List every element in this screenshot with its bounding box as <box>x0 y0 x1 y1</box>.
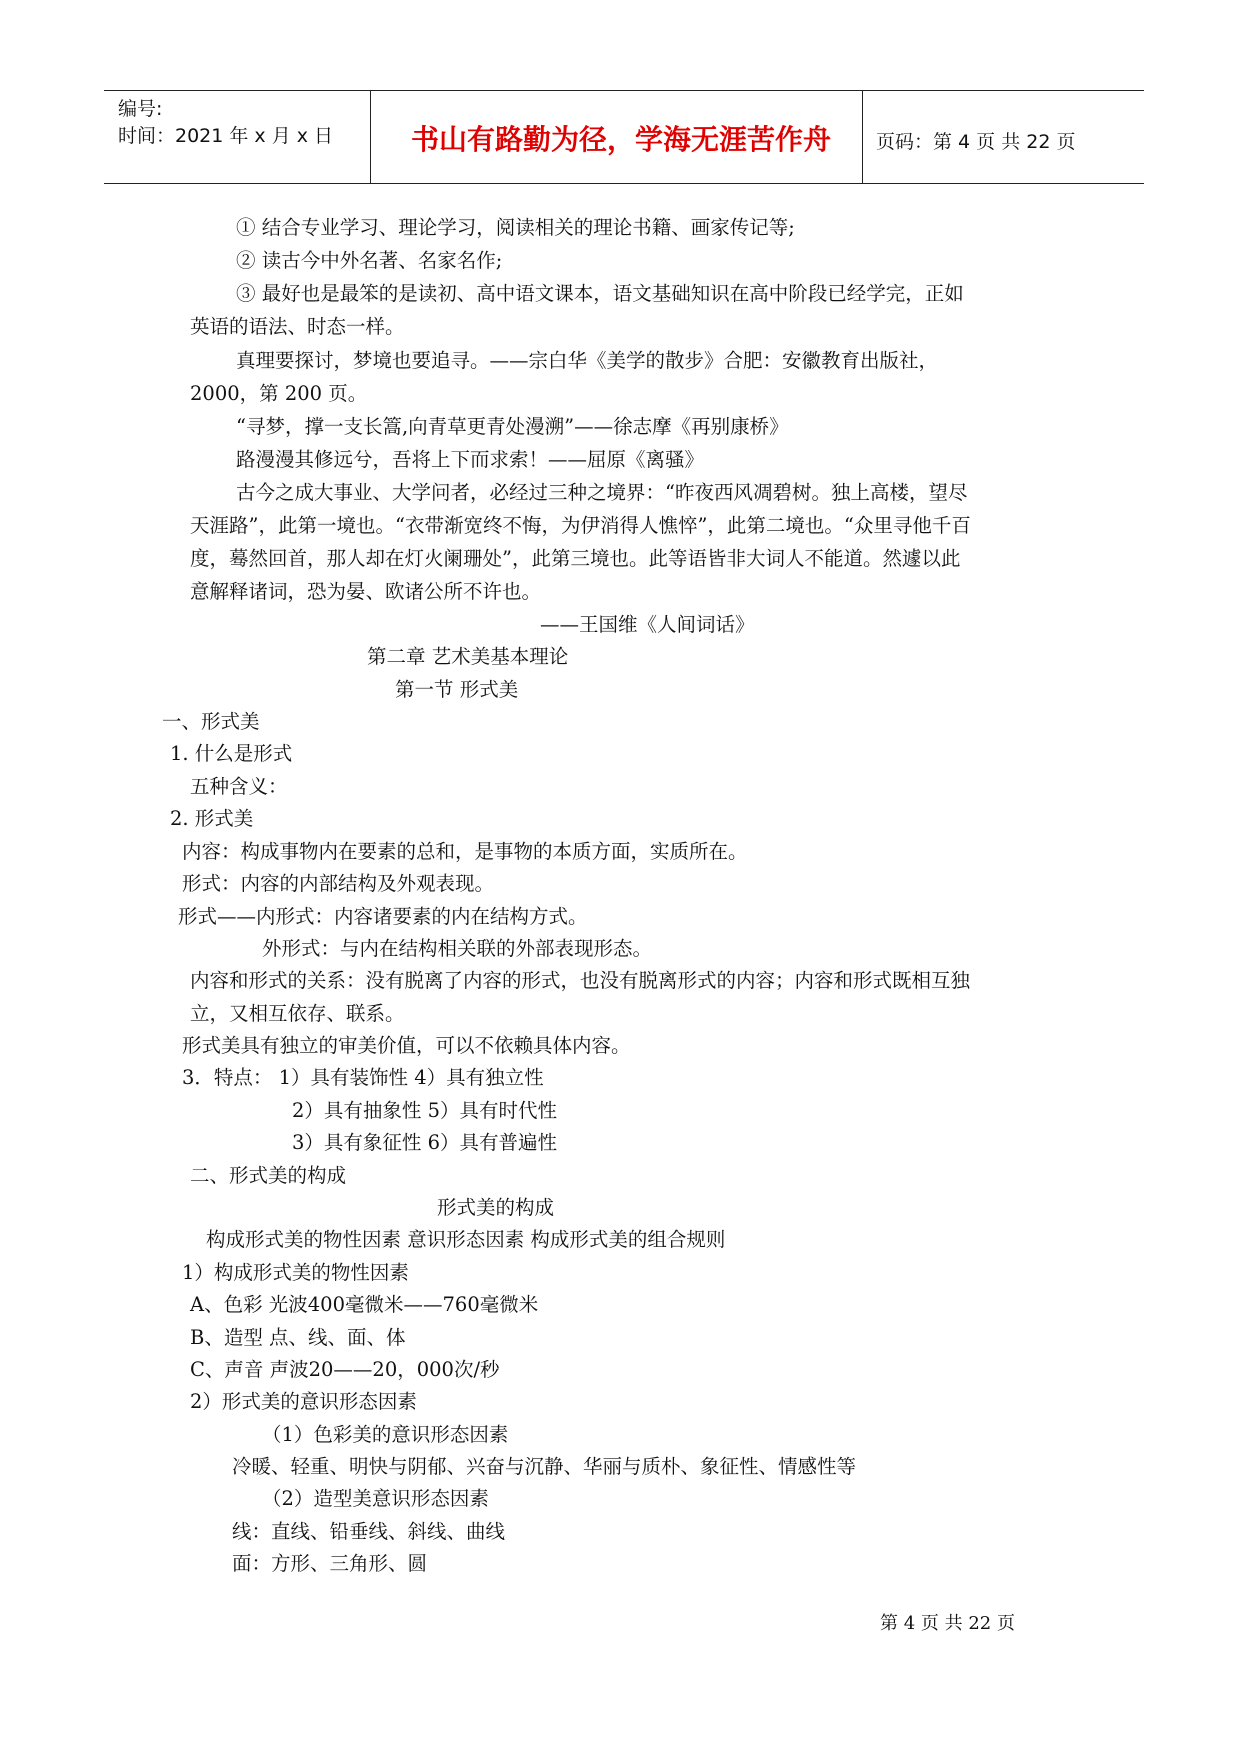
inner-form: 形式——内形式：内容诸要素的内在结构方式。 <box>178 905 588 928</box>
document-time-label: 时间：2021 年 x 月 x 日 <box>118 125 334 147</box>
five-meanings: 五种含义： <box>190 775 288 798</box>
header-divider-left <box>370 90 371 183</box>
document-number-label: 编号: <box>118 98 163 120</box>
quote-attribution: ——王国维《人间词话》 <box>540 613 755 636</box>
heading-form-beauty: 一、形式美 <box>162 710 260 733</box>
header-motto: 书山有路勤为径，学海无涯苦作舟 <box>410 123 831 156</box>
quote-wang-guowei-4: 意解释诸词，恐为晏、欧诸公所不许也。 <box>190 580 542 603</box>
features-row-2: 2）具有抽象性 5）具有时代性 <box>292 1099 558 1122</box>
quote-wang-guowei-3: 度，蓦然回首，那人却在灯火阑珊处”，此第三境也。此等语皆非大词人不能道。然遽以此 <box>190 547 961 570</box>
heading-form-beauty-2: 2. 形式美 <box>170 807 254 830</box>
quote-zong-baihua-cont: 2000，第 200 页。 <box>190 382 368 405</box>
content-form-relation-cont: 立，又相互依存、联系。 <box>190 1002 405 1025</box>
page-number-label: 页码：第 4 页 共 22 页 <box>876 131 1076 153</box>
reading-item-3-cont: 英语的语法、时态一样。 <box>190 315 405 338</box>
ideological-factors-heading: 2）形式美的意识形态因素 <box>190 1390 417 1413</box>
factor-color: A、色彩 光波400毫微米——760毫微米 <box>190 1293 539 1316</box>
heading-composition: 二、形式美的构成 <box>190 1164 347 1187</box>
quote-wang-guowei-1: 古今之成大事业、大学问者，必经过三种之境界：“昨夜西风凋碧树。独上高楼，望尽 <box>236 481 968 504</box>
composition-title: 形式美的构成 <box>437 1196 555 1219</box>
definition-form: 形式：内容的内部结构及外观表现。 <box>182 872 495 895</box>
composition-factors: 构成形式美的物性因素 意识形态因素 构成形式美的组合规则 <box>206 1228 726 1251</box>
heading-what-is-form: 1. 什么是形式 <box>170 742 293 765</box>
footer-page-number: 第 4 页 共 22 页 <box>880 1613 1015 1634</box>
physical-factors-heading: 1）构成形式美的物性因素 <box>182 1261 409 1284</box>
quote-zong-baihua: 真理要探讨，梦境也要追寻。——宗白华《美学的散步》合肥：安徽教育出版社， <box>236 349 939 372</box>
quote-xu-zhimo: “寻梦，撑一支长篙,向青草更青处漫溯”——徐志摩《再别康桥》 <box>236 415 789 438</box>
reading-item-1: ① 结合专业学习、理论学习，阅读相关的理论书籍、画家传记等; <box>236 216 795 239</box>
content-form-relation: 内容和形式的关系：没有脱离了内容的形式，也没有脱离形式的内容；内容和形式既相互独 <box>190 969 971 992</box>
color-ideology-heading: （1）色彩美的意识形态因素 <box>262 1423 509 1446</box>
factor-shape: B、造型 点、线、面、体 <box>190 1326 406 1349</box>
features-row-3: 3）具有象征性 6）具有普遍性 <box>292 1131 558 1154</box>
quote-qu-yuan: 路漫漫其修远兮，吾将上下而求索！——屈原《离骚》 <box>236 448 705 471</box>
lines-list: 线：直线、铅垂线、斜线、曲线 <box>232 1520 506 1543</box>
definition-content: 内容：构成事物内在要素的总和，是事物的本质方面，实质所在。 <box>182 840 748 863</box>
section-heading: 第一节 形式美 <box>395 678 519 701</box>
outer-form: 外形式：与内在结构相关联的外部表现形态。 <box>262 937 653 960</box>
color-ideology-list: 冷暖、轻重、明快与阴郁、兴奋与沉静、华丽与质朴、象征性、情感性等 <box>232 1455 857 1478</box>
factor-sound: C、声音 声波20——20，000次/秒 <box>190 1358 500 1381</box>
quote-wang-guowei-2: 天涯路”，此第一境也。“衣带渐宽终不悔，为伊消得人憔悴”，此第二境也。“众里寻他千百 <box>190 514 971 537</box>
header-top-rule <box>104 90 1144 91</box>
reading-item-3: ③ 最好也是最笨的是读初、高中语文课本，语文基础知识在高中阶段已经学完，正如 <box>236 282 964 305</box>
chapter-heading: 第二章 艺术美基本理论 <box>367 645 569 668</box>
independent-value: 形式美具有独立的审美价值，可以不依赖具体内容。 <box>182 1034 631 1057</box>
reading-item-2: ② 读古今中外名著、名家名作; <box>236 249 503 272</box>
features-row-1: 3．特点： 1）具有装饰性 4）具有独立性 <box>182 1066 544 1089</box>
planes-list: 面：方形、三角形、圆 <box>232 1552 428 1575</box>
header-bottom-rule <box>104 183 1144 184</box>
shape-ideology-heading: （2）造型美意识形态因素 <box>262 1487 489 1510</box>
